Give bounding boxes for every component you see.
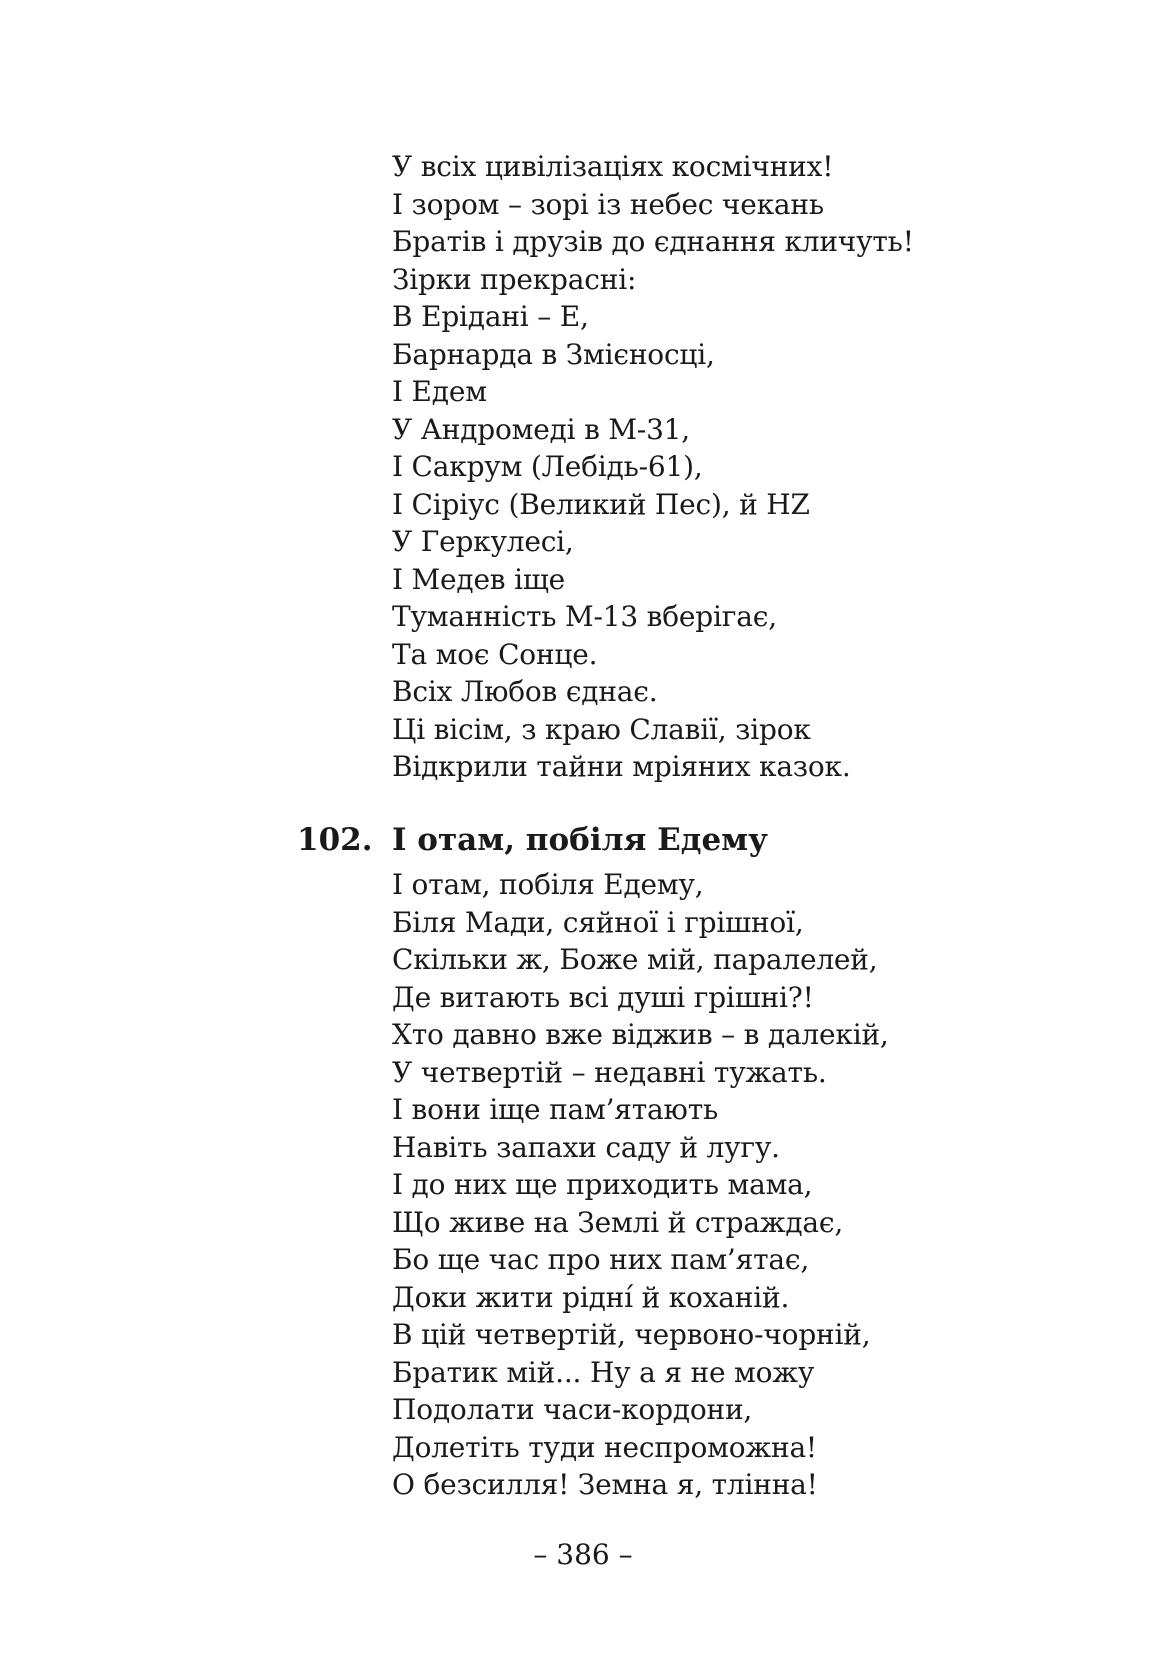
poem-line: Братик мій... Ну а я не можу <box>392 1355 815 1389</box>
poem-continuation <box>392 148 1032 786</box>
poem-line: Біля Мади, сяйної і грішної, <box>392 905 804 939</box>
poem-line: Подолати часи-кордони, <box>392 1393 753 1426</box>
poem-body <box>392 866 1032 1504</box>
poem-line: Що живе на Землі й страждає, <box>392 1205 844 1239</box>
poem-number: 102. <box>297 822 373 858</box>
poem-line: І Едем <box>392 375 487 408</box>
poem-heading <box>297 820 1057 860</box>
poem-line: Братів і друзів до єднання кличуть! <box>392 225 914 258</box>
poem-line: Барнарда в Змієносці, <box>392 337 715 371</box>
poem-line: У всіх цивілізаціях космічних! <box>392 150 834 183</box>
poem-line: В цій четвертій, червоно-чорній, <box>392 1318 871 1351</box>
poem-line: У Андромеді в М-31, <box>392 412 690 446</box>
poem-line: Відкрили тайни мріяних казок. <box>392 750 851 783</box>
poem-title: І отам, побіля Едему <box>392 822 768 858</box>
poem-line: О безсилля! Земна я, тлінна! <box>392 1468 818 1501</box>
poem-line: Хто давно вже віджив – в далекій, <box>392 1018 889 1051</box>
page-number: – 386 – <box>533 1538 633 1571</box>
poem-line: Та моє Сонце. <box>392 637 598 671</box>
poem-line: Бо ще час про них пам’ятає, <box>392 1243 810 1276</box>
poem-line: І зором – зорі із небес чекань <box>392 187 824 221</box>
poem-line: Доки жити рідні́ й коханій. <box>392 1280 790 1314</box>
poem-line: Де витають всі душі грішні?! <box>392 980 814 1014</box>
poem-line: І вони іще пам’ятають <box>392 1093 719 1126</box>
poem-line: У Геркулесі, <box>392 525 574 558</box>
poem-line: Скільки ж, Боже мій, паралелей, <box>392 943 878 976</box>
poem-line: Навіть запахи саду й лугу. <box>392 1130 780 1164</box>
poem-line: І отам, побіля Едему, <box>392 868 704 901</box>
poem-line: Туманність М-13 вберігає, <box>392 600 777 633</box>
poem-line: Зірки прекрасні: <box>392 262 637 296</box>
poem-line: У четвертій – недавні тужать. <box>392 1055 827 1089</box>
poem-line: І до них ще приходить мама, <box>392 1168 813 1201</box>
poem-line: І Медев іще <box>392 562 566 596</box>
poem-line: І Сіріус (Великий Пес), й HZ <box>392 487 810 521</box>
poem-line: В Ерідані – Е, <box>392 300 589 333</box>
poem-line: Долетіть туди неспроможна! <box>392 1430 817 1464</box>
poem-line: Ці вісім, з краю Славії, зірок <box>392 712 811 746</box>
poem-line: І Сакрум (Лебідь-61), <box>392 450 703 483</box>
poem-line: Всіх Любов єднає. <box>392 675 658 708</box>
